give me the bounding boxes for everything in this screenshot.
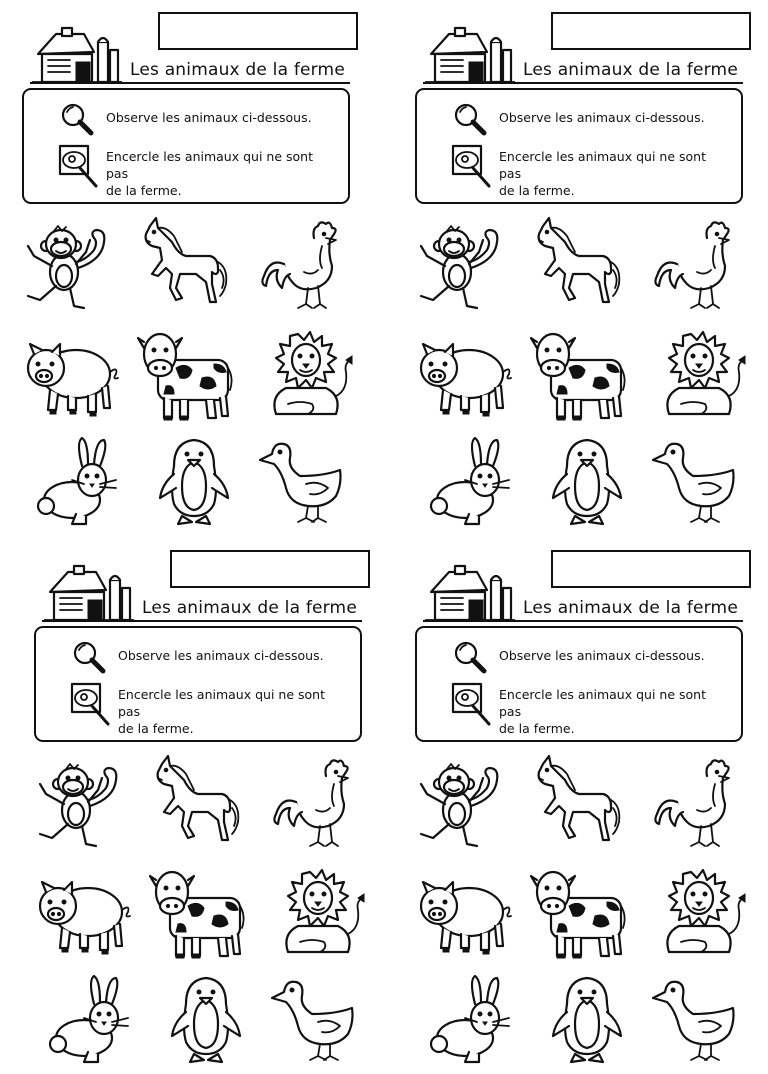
name-field[interactable] <box>158 12 358 50</box>
animal-grid <box>411 212 751 512</box>
instruction-circle-line2: de la ferme. <box>499 183 575 198</box>
duck-icon <box>651 974 751 1070</box>
instruction-circle <box>118 686 348 737</box>
animal-lion[interactable] <box>268 864 368 960</box>
penguin-icon <box>537 970 637 1066</box>
instruction-observe: Observe les animaux ci-dessous. <box>499 110 705 125</box>
animal-cow[interactable] <box>529 328 629 424</box>
monkey-icon <box>32 754 132 850</box>
rabbit-icon <box>417 434 517 530</box>
animal-pig[interactable] <box>415 868 515 964</box>
animal-horse[interactable] <box>132 212 232 308</box>
animal-rabbit[interactable] <box>417 972 517 1068</box>
instruction-observe: Observe les animaux ci-dessous. <box>118 648 324 663</box>
magnifier-icon <box>453 102 487 136</box>
rabbit-icon <box>24 434 124 530</box>
rooster-icon <box>256 218 356 314</box>
rooster-icon <box>268 756 368 852</box>
rabbit-icon <box>36 972 136 1068</box>
instruction-circle-line2: de la ferme. <box>499 721 575 736</box>
animal-pig[interactable] <box>34 868 134 964</box>
pig-icon <box>34 868 134 964</box>
instruction-circle <box>499 148 729 199</box>
magnifier-icon <box>60 102 94 136</box>
animal-cow[interactable] <box>136 328 236 424</box>
instructions-box <box>34 626 362 742</box>
animal-rooster[interactable] <box>256 218 356 314</box>
instruction-circle-line1: Encercle les animaux qui ne sont pas <box>499 149 706 181</box>
horse-icon <box>132 212 232 308</box>
animal-penguin[interactable] <box>537 432 637 528</box>
animal-duck[interactable] <box>651 974 751 1070</box>
horse-icon <box>525 750 625 846</box>
animal-monkey[interactable] <box>413 216 513 312</box>
magnifier-icon <box>453 640 487 674</box>
animal-rooster[interactable] <box>649 756 749 852</box>
animal-duck[interactable] <box>651 436 751 532</box>
name-field[interactable] <box>551 550 751 588</box>
animal-grid <box>30 750 370 1050</box>
barn-icon <box>425 24 515 84</box>
worksheet-top-left <box>0 0 384 512</box>
circle-animal-pencil-icon <box>451 144 493 190</box>
animal-rabbit[interactable] <box>417 434 517 530</box>
worksheet-title: Les animaux de la ferme <box>130 60 345 80</box>
animal-lion[interactable] <box>649 864 749 960</box>
animal-rooster[interactable] <box>268 756 368 852</box>
animal-monkey[interactable] <box>32 754 132 850</box>
animal-monkey[interactable] <box>413 754 513 850</box>
animal-grid <box>411 750 751 1050</box>
name-field[interactable] <box>170 550 370 588</box>
animal-penguin[interactable] <box>144 432 244 528</box>
animal-cow[interactable] <box>148 866 248 962</box>
monkey-icon <box>413 754 513 850</box>
worksheet-bottom-right <box>393 538 768 1050</box>
rooster-icon <box>649 756 749 852</box>
penguin-icon <box>144 432 244 528</box>
animal-horse[interactable] <box>525 212 625 308</box>
instruction-circle <box>106 148 336 199</box>
duck-icon <box>270 974 370 1070</box>
instruction-circle <box>499 686 729 737</box>
worksheet-title: Les animaux de la ferme <box>523 60 738 80</box>
animal-rooster[interactable] <box>649 218 749 314</box>
animal-penguin[interactable] <box>156 970 256 1066</box>
animal-rabbit[interactable] <box>24 434 124 530</box>
penguin-icon <box>537 432 637 528</box>
title-underline <box>423 620 743 622</box>
instructions-box <box>415 88 743 204</box>
animal-grid <box>18 212 358 512</box>
rabbit-icon <box>417 972 517 1068</box>
monkey-icon <box>20 216 120 312</box>
instruction-circle-line2: de la ferme. <box>106 183 182 198</box>
lion-icon <box>268 864 368 960</box>
barn-icon <box>32 24 122 84</box>
title-underline <box>423 82 743 84</box>
cow-icon <box>529 866 629 962</box>
instructions-box <box>22 88 350 204</box>
lion-icon <box>649 326 749 422</box>
circle-animal-pencil-icon <box>58 144 100 190</box>
instruction-observe: Observe les animaux ci-dessous. <box>106 110 312 125</box>
animal-penguin[interactable] <box>537 970 637 1066</box>
barn-icon <box>425 562 515 622</box>
title-underline <box>42 620 362 622</box>
cow-icon <box>136 328 236 424</box>
instructions-box <box>415 626 743 742</box>
duck-icon <box>651 436 751 532</box>
animal-lion[interactable] <box>256 326 356 422</box>
worksheet-bottom-left <box>12 538 396 1050</box>
worksheet-title: Les animaux de la ferme <box>523 598 738 618</box>
animal-horse[interactable] <box>525 750 625 846</box>
lion-icon <box>256 326 356 422</box>
pig-icon <box>415 330 515 426</box>
pig-icon <box>415 868 515 964</box>
duck-icon <box>258 436 358 532</box>
cow-icon <box>148 866 248 962</box>
rooster-icon <box>649 218 749 314</box>
worksheet-title: Les animaux de la ferme <box>142 598 357 618</box>
instruction-circle-line1: Encercle les animaux qui ne sont pas <box>118 687 325 719</box>
magnifier-icon <box>72 640 106 674</box>
animal-rabbit[interactable] <box>36 972 136 1068</box>
name-field[interactable] <box>551 12 751 50</box>
worksheet-top-right <box>393 0 768 512</box>
instruction-observe: Observe les animaux ci-dessous. <box>499 648 705 663</box>
animal-pig[interactable] <box>415 330 515 426</box>
lion-icon <box>649 864 749 960</box>
horse-icon <box>525 212 625 308</box>
animal-lion[interactable] <box>649 326 749 422</box>
animal-pig[interactable] <box>22 330 122 426</box>
animal-duck[interactable] <box>258 436 358 532</box>
penguin-icon <box>156 970 256 1066</box>
animal-cow[interactable] <box>529 866 629 962</box>
instruction-circle-line1: Encercle les animaux qui ne sont pas <box>106 149 313 181</box>
animal-horse[interactable] <box>144 750 244 846</box>
circle-animal-pencil-icon <box>451 682 493 728</box>
cow-icon <box>529 328 629 424</box>
pig-icon <box>22 330 122 426</box>
animal-duck[interactable] <box>270 974 370 1070</box>
instruction-circle-line2: de la ferme. <box>118 721 194 736</box>
horse-icon <box>144 750 244 846</box>
barn-icon <box>44 562 134 622</box>
circle-animal-pencil-icon <box>70 682 112 728</box>
instruction-circle-line1: Encercle les animaux qui ne sont pas <box>499 687 706 719</box>
title-underline <box>30 82 350 84</box>
animal-monkey[interactable] <box>20 216 120 312</box>
monkey-icon <box>413 216 513 312</box>
